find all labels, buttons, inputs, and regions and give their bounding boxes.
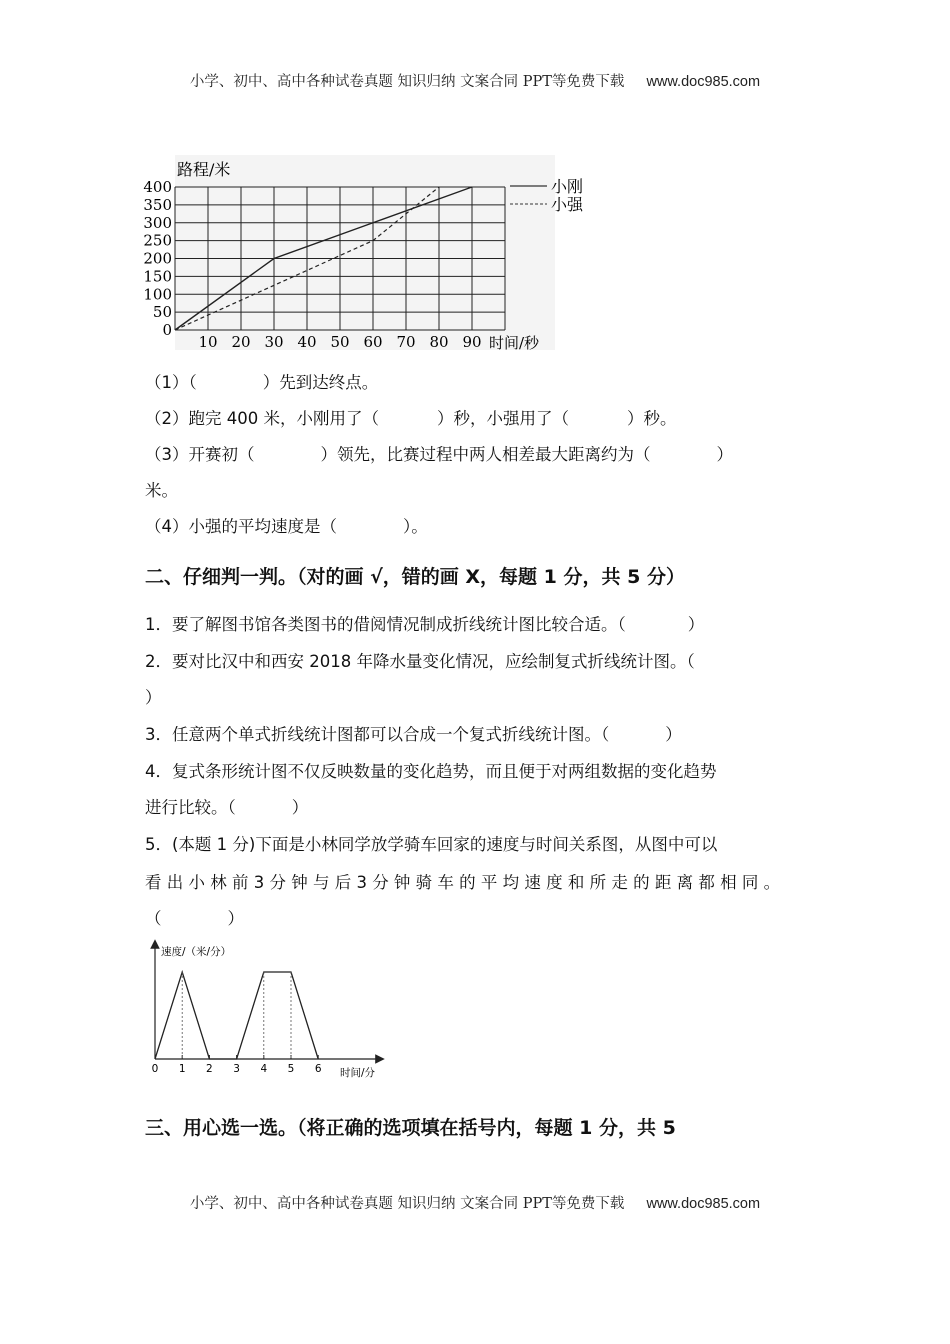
x-tick-label: 3	[233, 1063, 240, 1075]
judge-3-close: ）	[665, 725, 682, 744]
x-axis-label: 时间/分	[340, 1067, 376, 1079]
q1-item-2-text-b: ）秒，小强用了（	[436, 409, 569, 428]
x-tick-label: 2	[206, 1063, 213, 1075]
y-tick-label: 100	[143, 285, 172, 304]
judge-2	[145, 650, 815, 674]
x-tick-label: 0	[151, 1063, 159, 1075]
chart-background	[175, 155, 555, 350]
judge-4-line-2	[145, 796, 815, 820]
q1-item-4-tail: ）。	[403, 517, 428, 536]
judge-5-close: ）	[227, 909, 244, 928]
x-tick-label: 80	[429, 333, 449, 351]
y-tick-label: 300	[143, 213, 172, 232]
x-tick-label: 90	[462, 333, 482, 351]
judge-1-close: ）	[687, 615, 705, 634]
q1-item-4-text: （4）小强的平均速度是（	[145, 517, 337, 536]
footer-text: 小学、初中、高中各种试卷真题 知识归纳 文案合同 PPT等免费下载	[189, 1196, 625, 1212]
q1-item-4	[145, 515, 815, 539]
x-axis-label: 时间/秒	[489, 334, 540, 352]
x-tick-label: 20	[231, 333, 251, 351]
page-footer	[0, 1192, 950, 1213]
speed-time-chart	[140, 938, 400, 1083]
y-tick-label: 250	[143, 231, 172, 250]
legend-label-xiaogang: 小刚	[551, 177, 584, 196]
y-tick-label: 400	[143, 178, 172, 196]
y-tick-label: 350	[143, 195, 172, 214]
x-tick-label: 30	[264, 333, 284, 351]
judge-5-line-1: 5．(本题 1 分)下面是小林同学放学骑车回家的速度与时间关系图，从图中可以	[145, 835, 718, 854]
judge-1-text: 1．要了解图书馆各类图书的借阅情况制成折线统计图比较合适。（	[145, 615, 626, 634]
judge-5-open: （	[145, 909, 162, 928]
q1-item-1-tail: ）先到达终点。	[262, 373, 379, 392]
x-tick-label: 10	[198, 333, 218, 351]
judge-3	[145, 723, 815, 747]
x-tick-label: 50	[330, 333, 350, 351]
footer-site[interactable]: www.doc985.com	[646, 1196, 761, 1212]
header-text: 小学、初中、高中各种试卷真题 知识归纳 文案合同 PPT等免费下载	[189, 74, 625, 90]
q1-item-3-cont: 米。	[145, 481, 178, 500]
q1-item-2-text-c: ）秒。	[626, 409, 677, 428]
q1-item-2	[145, 407, 815, 431]
judge-5-blank	[145, 907, 815, 931]
y-tick-label: 150	[143, 267, 172, 286]
x-tick-label: 40	[297, 333, 317, 351]
q1-item-3-text-a: （3）开赛初（	[145, 445, 255, 464]
header-site[interactable]: www.doc985.com	[646, 74, 761, 90]
page-header	[0, 70, 950, 91]
x-tick-label: 70	[396, 333, 416, 351]
judge-2-text: 2．要对比汉中和西安 2018 年降水量变化情况，应绘制复式折线统计图。（	[145, 652, 695, 671]
q1-item-3-text-c: ）	[716, 445, 733, 464]
q1-item-3-text-b: ）领先，比赛过程中两人相差最大距离约为（	[320, 445, 651, 464]
judge-2-close[interactable]: ）	[145, 688, 162, 707]
q1-item-1	[145, 371, 815, 395]
x-tick-label: 1	[178, 1063, 186, 1075]
q1-item-3	[145, 443, 815, 467]
q1-item-2-text-a: （2）跑完 400 米，小刚用了（	[145, 409, 379, 428]
judge-4-line-1: 4．复式条形统计图不仅反映数量的变化趋势，而且便于对两组数据的变化趋势	[145, 762, 717, 781]
y-axis-label: 速度/（米/分）	[161, 946, 232, 958]
x-tick-label: 5	[287, 1063, 295, 1075]
speed-line	[155, 972, 318, 1059]
q1-item-1-text: （1）（	[145, 373, 197, 392]
y-axis-label: 路程/米	[177, 160, 231, 179]
y-tick-label: 0	[162, 321, 172, 339]
judge-4-close: ）	[291, 798, 309, 817]
legend-label-xiaoqiang: 小强	[551, 195, 584, 214]
x-tick-labels	[198, 333, 481, 351]
judge-3-text: 3．任意两个单式折线统计图都可以合成一个复式折线统计图。（	[145, 725, 610, 744]
x-tick-label: 60	[363, 333, 383, 351]
x-tick-label: 4	[260, 1063, 268, 1075]
section-2-title: 二、仔细判一判。（对的画 √，错的画 X，每题 1 分，共 5 分）	[145, 566, 685, 588]
y-tick-label: 50	[152, 303, 172, 322]
y-tick-labels	[143, 178, 172, 339]
distance-time-chart	[143, 155, 584, 355]
judge-5-line-2: 看 出 小 林 前 3 分 钟 与 后 3 分 钟 骑 车 的 平 均 速 度 和 所 走 的 距 离 都 相 同 。	[145, 873, 781, 892]
chart-series	[155, 972, 318, 1059]
x-tick-label: 6	[314, 1063, 322, 1075]
y-tick-label: 200	[143, 249, 172, 268]
section-3-title: 三、用心选一选。（将正确的选项填在括号内，每题 1 分，共 5	[145, 1117, 676, 1139]
judge-1	[145, 613, 815, 637]
judge-4-text: 进行比较。（	[145, 798, 236, 817]
